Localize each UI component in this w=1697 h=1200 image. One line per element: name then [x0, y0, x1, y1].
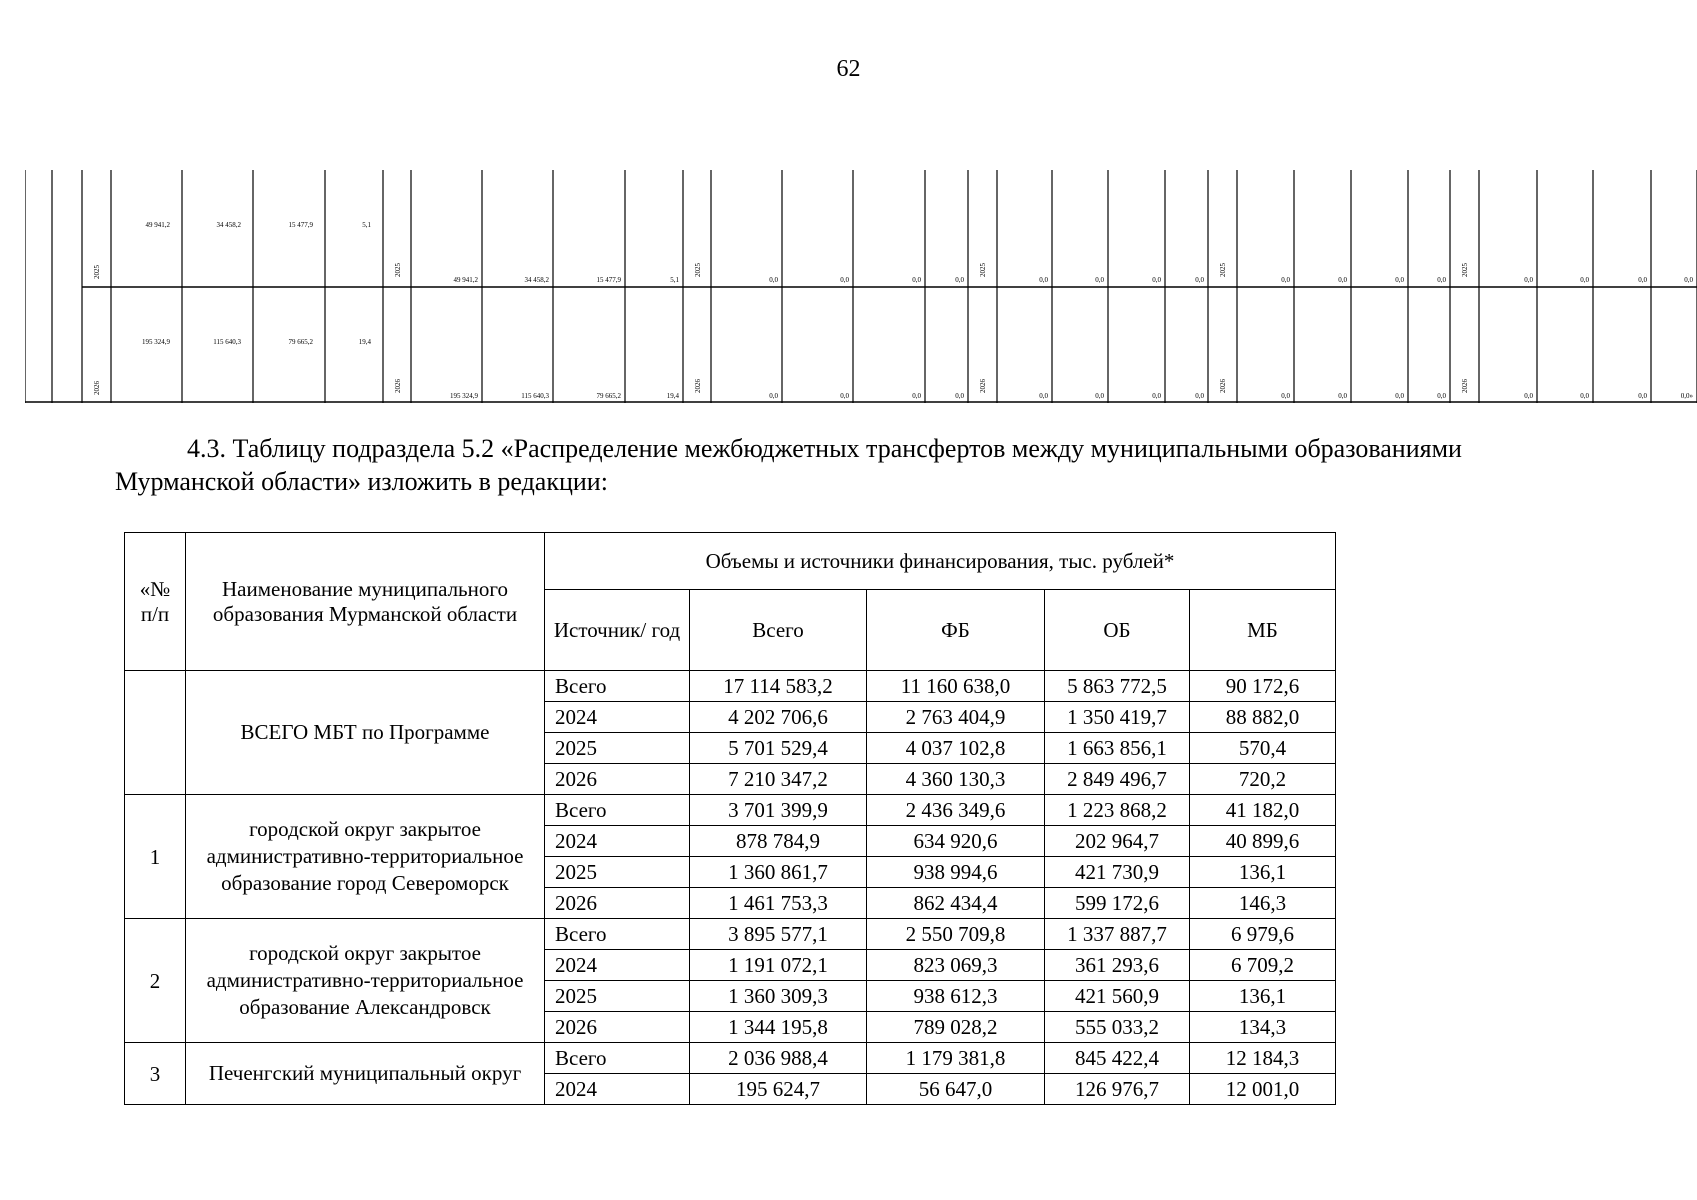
value-cell: 5,1	[670, 276, 679, 284]
header-total: Всего	[690, 590, 867, 671]
value-cell: 34 458,2	[216, 221, 241, 229]
cell-ob: 361 293,6	[1045, 950, 1190, 981]
cell-src: 2026	[545, 1012, 690, 1043]
value-cell: 0,0	[1395, 276, 1404, 284]
cell-ob: 1 350 419,7	[1045, 702, 1190, 733]
header-mb: МБ	[1190, 590, 1336, 671]
cell-src: 2026	[545, 764, 690, 795]
cell-src: 2025	[545, 857, 690, 888]
cell-mb: 6 709,2	[1190, 950, 1336, 981]
page-number: 62	[836, 56, 861, 82]
cell-ob: 202 964,7	[1045, 826, 1190, 857]
municipality-name: ВСЕГО МБТ по Программе	[186, 671, 545, 795]
cell-ob: 421 560,9	[1045, 981, 1190, 1012]
value-cell: 0,0	[1195, 276, 1204, 284]
cell-total: 1 344 195,8	[690, 1012, 867, 1043]
cell-fb: 56 647,0	[867, 1074, 1045, 1105]
value-cell: 79 665,2	[288, 338, 313, 346]
cell-fb: 938 612,3	[867, 981, 1045, 1012]
year-label: 2026	[979, 379, 987, 393]
cell-src: 2025	[545, 733, 690, 764]
cell-fb: 4 360 130,3	[867, 764, 1045, 795]
municipality-name: городской округ закрытое административно-территориальное образование Александровск	[186, 919, 545, 1043]
cell-ob: 5 863 772,5	[1045, 671, 1190, 702]
amendment-text: 4.3. Таблицу подраздела 5.2 «Распределение межбюджетных трансфертов между муниципальными образованиями Мурманской области» изложить в редакции:	[115, 434, 1462, 496]
row-number: 3	[125, 1043, 186, 1105]
cell-total: 2 036 988,4	[690, 1043, 867, 1074]
table-row	[125, 919, 1336, 950]
cell-ob: 421 730,9	[1045, 857, 1190, 888]
value-cell: 0,0	[1281, 276, 1290, 284]
value-cell: 0,0	[1281, 392, 1290, 400]
cell-src: 2025	[545, 981, 690, 1012]
cell-src: Всего	[545, 1043, 690, 1074]
cell-total: 5 701 529,4	[690, 733, 867, 764]
cell-ob: 126 976,7	[1045, 1074, 1190, 1105]
header-fb: ФБ	[867, 590, 1045, 671]
cell-total: 7 210 347,2	[690, 764, 867, 795]
value-cell: 0,0	[1095, 276, 1104, 284]
continuation-table-grid	[25, 170, 1697, 403]
cell-fb: 789 028,2	[867, 1012, 1045, 1043]
cell-src: 2024	[545, 950, 690, 981]
cell-fb: 938 994,6	[867, 857, 1045, 888]
cell-total: 17 114 583,2	[690, 671, 867, 702]
value-cell: 0,0	[1039, 276, 1048, 284]
cell-fb: 2 763 404,9	[867, 702, 1045, 733]
cell-fb: 1 179 381,8	[867, 1043, 1045, 1074]
cell-src: Всего	[545, 919, 690, 950]
cell-total: 1 191 072,1	[690, 950, 867, 981]
value-cell: 0,0	[1152, 276, 1161, 284]
cell-src: 2024	[545, 702, 690, 733]
value-cell: 0,0	[1095, 392, 1104, 400]
year-label: 2025	[394, 263, 402, 277]
cell-src: 2024	[545, 826, 690, 857]
cell-src: Всего	[545, 671, 690, 702]
cell-total: 878 784,9	[690, 826, 867, 857]
value-cell: 115 640,3	[213, 338, 241, 346]
value-cell: 0,0	[1195, 392, 1204, 400]
value-cell: 15 477,9	[288, 221, 313, 229]
value-cell: 0,0	[1395, 392, 1404, 400]
cell-fb: 4 037 102,8	[867, 733, 1045, 764]
cell-mb: 88 882,0	[1190, 702, 1336, 733]
value-cell: 0,0	[1437, 276, 1446, 284]
value-cell: 0,0	[1437, 392, 1446, 400]
cell-mb: 12 184,3	[1190, 1043, 1336, 1074]
value-cell: 34 458,2	[524, 276, 549, 284]
value-cell: 0,0»	[1680, 392, 1693, 400]
cell-fb: 634 920,6	[867, 826, 1045, 857]
cell-mb: 90 172,6	[1190, 671, 1336, 702]
cell-src: 2026	[545, 888, 690, 919]
year-label: 2026	[1219, 379, 1227, 393]
value-cell: 5,1	[362, 221, 371, 229]
cell-mb: 146,3	[1190, 888, 1336, 919]
cell-total: 1 360 861,7	[690, 857, 867, 888]
transfers-table	[124, 532, 1336, 1105]
cell-total: 1 461 753,3	[690, 888, 867, 919]
value-cell: 0,0	[840, 392, 849, 400]
year-label: 2026	[1461, 379, 1469, 393]
value-cell: 0,0	[1338, 392, 1347, 400]
value-cell: 0,0	[955, 392, 964, 400]
year-label: 2026	[93, 381, 101, 395]
value-cell: 0,0	[1039, 392, 1048, 400]
value-cell: 0,0	[1684, 276, 1693, 284]
cell-ob: 845 422,4	[1045, 1043, 1190, 1074]
header-source: Источник/ год	[545, 590, 690, 671]
cell-mb: 6 979,6	[1190, 919, 1336, 950]
header-name: Наименование муниципального образования Мурманской области	[186, 533, 545, 671]
value-cell: 0,0	[769, 276, 778, 284]
cell-ob: 1 337 887,7	[1045, 919, 1190, 950]
cell-total: 3 895 577,1	[690, 919, 867, 950]
year-label: 2025	[979, 263, 987, 277]
value-cell: 0,0	[1580, 392, 1589, 400]
cell-ob: 1 223 868,2	[1045, 795, 1190, 826]
value-cell: 0,0	[955, 276, 964, 284]
table-row	[125, 795, 1336, 826]
continuation-table	[25, 170, 1697, 403]
cell-total: 4 202 706,6	[690, 702, 867, 733]
cell-mb: 136,1	[1190, 981, 1336, 1012]
municipality-name: Печенгский муниципальный округ	[186, 1043, 545, 1105]
amendment-paragraph	[115, 432, 1585, 498]
value-cell: 49 941,2	[453, 276, 478, 284]
value-cell: 0,0	[1638, 392, 1647, 400]
cell-mb: 136,1	[1190, 857, 1336, 888]
cell-src: 2024	[545, 1074, 690, 1105]
year-label: 2025	[694, 263, 702, 277]
cell-mb: 134,3	[1190, 1012, 1336, 1043]
cell-total: 1 360 309,3	[690, 981, 867, 1012]
value-cell: 0,0	[769, 392, 778, 400]
table-row	[125, 1043, 1336, 1074]
cell-fb: 862 434,4	[867, 888, 1045, 919]
table-row	[125, 671, 1336, 702]
value-cell: 0,0	[1638, 276, 1647, 284]
cell-mb: 570,4	[1190, 733, 1336, 764]
municipality-name: городской округ закрытое административно-территориальное образование город Североморск	[186, 795, 545, 919]
cell-ob: 555 033,2	[1045, 1012, 1190, 1043]
value-cell: 0,0	[1580, 276, 1589, 284]
year-label: 2025	[1219, 263, 1227, 277]
cell-ob: 1 663 856,1	[1045, 733, 1190, 764]
cell-mb: 40 899,6	[1190, 826, 1336, 857]
year-label: 2025	[1461, 263, 1469, 277]
cell-mb: 12 001,0	[1190, 1074, 1336, 1105]
cell-fb: 823 069,3	[867, 950, 1045, 981]
header-ob: ОБ	[1045, 590, 1190, 671]
cell-fb: 2 550 709,8	[867, 919, 1045, 950]
value-cell: 0,0	[912, 392, 921, 400]
cell-mb: 41 182,0	[1190, 795, 1336, 826]
row-number: 1	[125, 795, 186, 919]
cell-fb: 2 436 349,6	[867, 795, 1045, 826]
value-cell: 15 477,9	[596, 276, 621, 284]
value-cell: 49 941,2	[145, 221, 170, 229]
cell-ob: 2 849 496,7	[1045, 764, 1190, 795]
year-label: 2026	[694, 379, 702, 393]
year-label: 2025	[93, 265, 101, 279]
row-number	[125, 671, 186, 795]
cell-src: Всего	[545, 795, 690, 826]
cell-total: 3 701 399,9	[690, 795, 867, 826]
value-cell: 19,4	[666, 392, 679, 400]
cell-total: 195 624,7	[690, 1074, 867, 1105]
value-cell: 0,0	[1338, 276, 1347, 284]
value-cell: 19,4	[358, 338, 371, 346]
cell-fb: 11 160 638,0	[867, 671, 1045, 702]
header-volumes: Объемы и источники финансирования, тыс. рублей*	[545, 533, 1336, 590]
value-cell: 0,0	[912, 276, 921, 284]
value-cell: 195 324,9	[450, 392, 478, 400]
year-label: 2026	[394, 379, 402, 393]
value-cell: 0,0	[840, 276, 849, 284]
header-num: «№ п/п	[125, 533, 186, 671]
value-cell: 79 665,2	[596, 392, 621, 400]
row-number: 2	[125, 919, 186, 1043]
value-cell: 0,0	[1152, 392, 1161, 400]
value-cell: 195 324,9	[142, 338, 170, 346]
value-cell: 0,0	[1524, 276, 1533, 284]
cell-mb: 720,2	[1190, 764, 1336, 795]
value-cell: 115 640,3	[521, 392, 549, 400]
cell-ob: 599 172,6	[1045, 888, 1190, 919]
value-cell: 0,0	[1524, 392, 1533, 400]
